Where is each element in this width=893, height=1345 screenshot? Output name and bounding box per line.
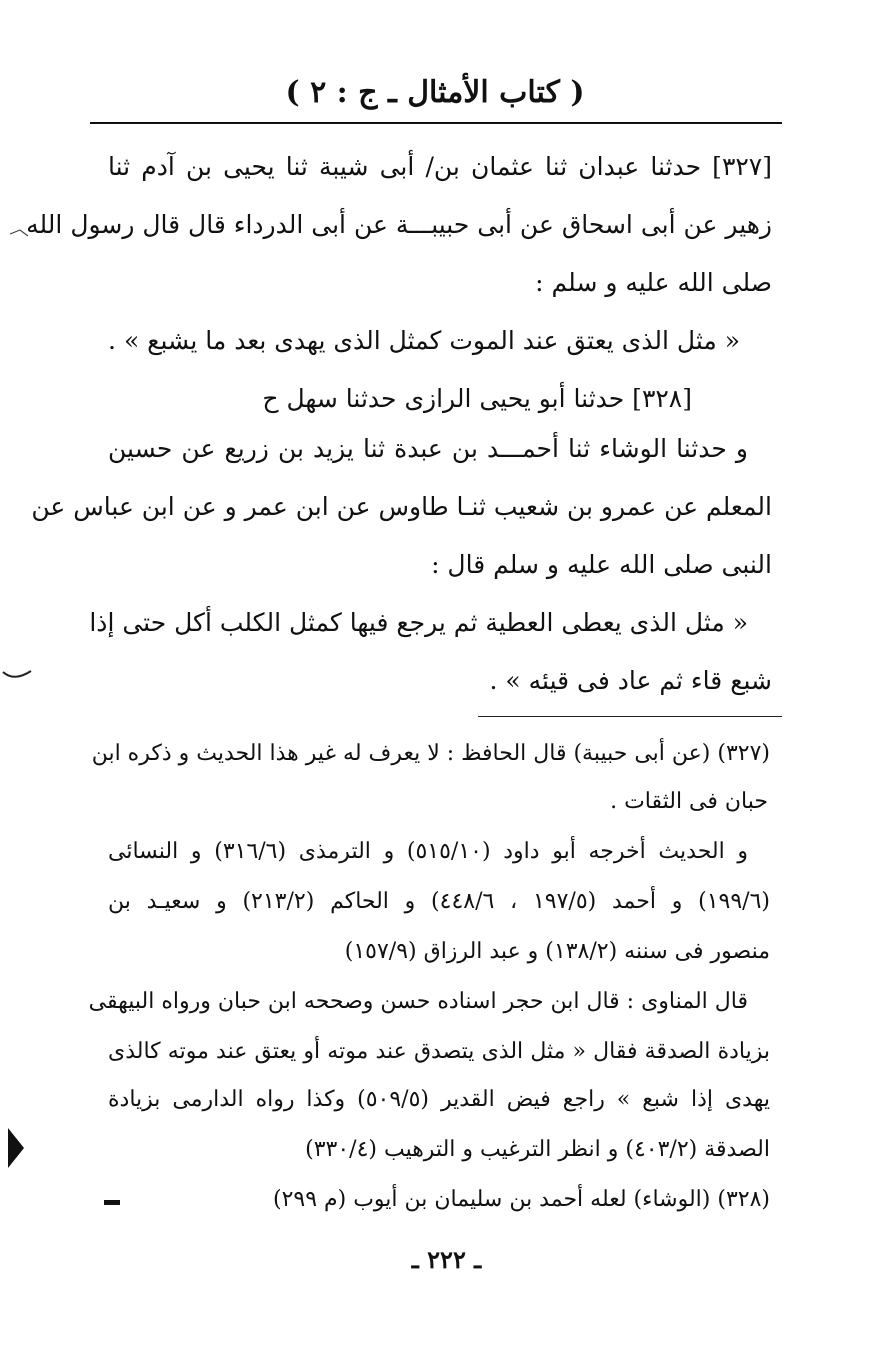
main-line: [٣٢٧] حدثنا عبدان ثنا عثمان بن/ أبى شيبة ثنا يحيى بن آدم ثنا — [108, 152, 772, 181]
main-line: شبع قاء ثم عاد فى قيئه » . — [489, 666, 772, 695]
footnote-line: (١٩٩/٦) و أحمد (١٩٧/٥ ، ٤٤٨/٦) و الحاكم (٢١٣/٢) و سعيـد بن — [108, 889, 770, 914]
footnote-line: منصور فى سننه (١٣٨/٢) و عبد الرزاق (١٥٧/٩) — [344, 939, 770, 964]
main-line: [٣٢٨] حدثنا أبو يحيى الرازى حدثنا سهل ح — [262, 384, 692, 413]
footnote-line: الصدقة (٤٠٣/٢) و انظر الترغيب و الترهيب (٣٣٠/٤) — [305, 1137, 770, 1162]
margin-curve-mark — [2, 668, 32, 682]
header-rule — [90, 122, 782, 124]
running-header: ( كتاب الأمثال ـ ج : ٢ ) — [285, 75, 585, 110]
footnote-line: و الحديث أخرجه أبو داود (٥١٥/١٠) و الترمذى (٣١٦/٦) و النسائى — [108, 839, 749, 864]
footnote-line: (٣٢٨) (الوشاء) لعله أحمد بن سليمان بن أيوب (م ٢٩٩) — [272, 1187, 770, 1212]
footnote-line: حبان فى الثقات . — [610, 789, 768, 814]
main-line: و حدثنا الوشاء ثنا أحمـــد بن عبدة ثنا يزيد بن زريع عن حسين — [108, 434, 748, 463]
footnote-line: قال المناوى : قال ابن حجر اسناده حسن وصححه ابن حبان ورواه البيهقى — [88, 989, 748, 1014]
main-line: النبى صلى الله عليه و سلم قال : — [431, 550, 772, 579]
main-line: صلى الله عليه و سلم : — [535, 268, 772, 297]
main-line: زهير عن أبى اسحاق عن أبى حبيبـــة عن أبى الدرداء قال قال رسول الله — [26, 210, 772, 239]
footnote-line: يهدى إذا شبع » راجع فيض القدير (٥٠٩/٥) وكذا رواه الدارمى بزيادة — [108, 1087, 770, 1112]
margin-dash-mark — [104, 1200, 120, 1205]
main-line: « مثل الذى يعتق عند الموت كمثل الذى يهدى بعد ما يشبع » . — [108, 326, 740, 355]
footnote-line: بزيادة الصدقة فقال « مثل الذى يتصدق عند موته أو يعتق عند موته كالذى — [108, 1039, 770, 1064]
margin-tick-mark — [8, 224, 30, 238]
page-number: ـ ٢٢٢ ـ — [411, 1245, 482, 1274]
footnote-line: (٣٢٧) (عن أبى حبيبة) قال الحافظ : لا يعرف له غير هذا الحديث و ذكره ابن — [91, 741, 770, 766]
main-line: المعلم عن عمرو بن شعيب ثنـا طاوس عن ابن عمر و عن ابن عباس عن — [31, 492, 772, 521]
margin-arrow-mark — [8, 1128, 24, 1168]
footnote-rule — [478, 716, 782, 717]
main-line: « مثل الذى يعطى العطية ثم يرجع فيها كمثل الكلب أكل حتى إذا — [89, 608, 748, 637]
